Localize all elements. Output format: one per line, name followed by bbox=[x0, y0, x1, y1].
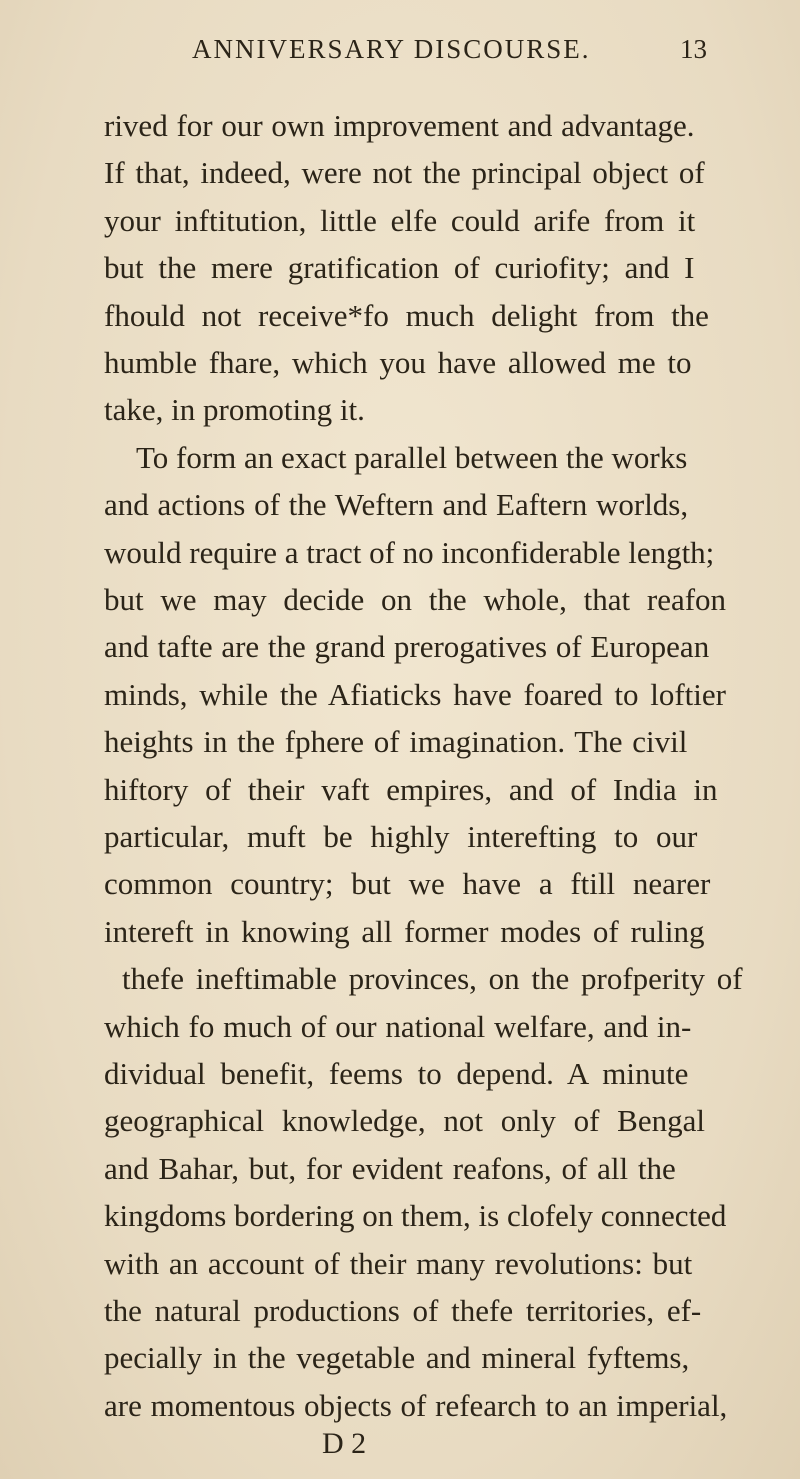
text-line: are momentous objects of refearch to an imperial, bbox=[104, 1387, 728, 1423]
text-line: kingdoms bordering on them, is clofely connected bbox=[104, 1198, 727, 1234]
text-line: pecially in the vegetable and mineral fyftems, bbox=[104, 1340, 690, 1376]
text-line: and Bahar, but, for evident reafons, of all the bbox=[104, 1150, 676, 1186]
running-head bbox=[0, 34, 800, 74]
text-line: take, in promoting it. bbox=[104, 392, 365, 428]
text-line: and tafte are the grand prerogatives of European bbox=[104, 629, 710, 665]
text-line: the natural productions of thefe territories, ef- bbox=[104, 1293, 702, 1328]
text-line: but the mere gratification of curiofity; and I bbox=[104, 250, 695, 286]
text-line: particular, muft be highly interefting to our bbox=[104, 819, 698, 854]
text-line: would require a tract of no inconfiderable length; bbox=[104, 534, 715, 570]
text-line: If that, indeed, were not the principal object of bbox=[104, 155, 705, 191]
running-head-title: ANNIVERSARY DISCOURSE. bbox=[192, 34, 591, 64]
text-line: fhould not receive*fo much delight from the bbox=[104, 297, 709, 333]
text-line: rived for our own improvement and advantage. bbox=[104, 108, 695, 143]
page-number: 13 bbox=[680, 34, 707, 64]
text-line: with an account of their many revolutions: but bbox=[104, 1245, 693, 1281]
text-line: common country; but we have a ftill nearer bbox=[104, 866, 711, 902]
text-line: dividual benefit, feems to depend. A minute bbox=[104, 1056, 689, 1091]
text-line: and actions of the Weftern and Eaftern worlds, bbox=[104, 487, 689, 523]
text-line: which fo much of our national welfare, and in- bbox=[104, 1008, 692, 1044]
text-line: humble fhare, which you have allowed me to bbox=[104, 345, 692, 380]
text-line: minds, while the Afiaticks have foared to loftier bbox=[104, 676, 726, 712]
text-line: intereft in knowing all former modes of ruling bbox=[104, 913, 705, 949]
text-line: heights in the fphere of imagination. The civil bbox=[104, 724, 688, 760]
text-line: geographical knowledge, not only of Bengal bbox=[104, 1103, 705, 1139]
text-line: thefe ineftimable provinces, on the profperity of bbox=[122, 961, 743, 997]
text-line: your inftitution, little elfe could arife from it bbox=[104, 202, 696, 238]
text-line: hiftory of their vaft empires, and of India in bbox=[104, 771, 718, 807]
text-line: To form an exact parallel between the works bbox=[136, 439, 688, 475]
text-line: but we may decide on the whole, that reafon bbox=[104, 582, 727, 617]
signature-mark: D 2 bbox=[322, 1427, 367, 1461]
